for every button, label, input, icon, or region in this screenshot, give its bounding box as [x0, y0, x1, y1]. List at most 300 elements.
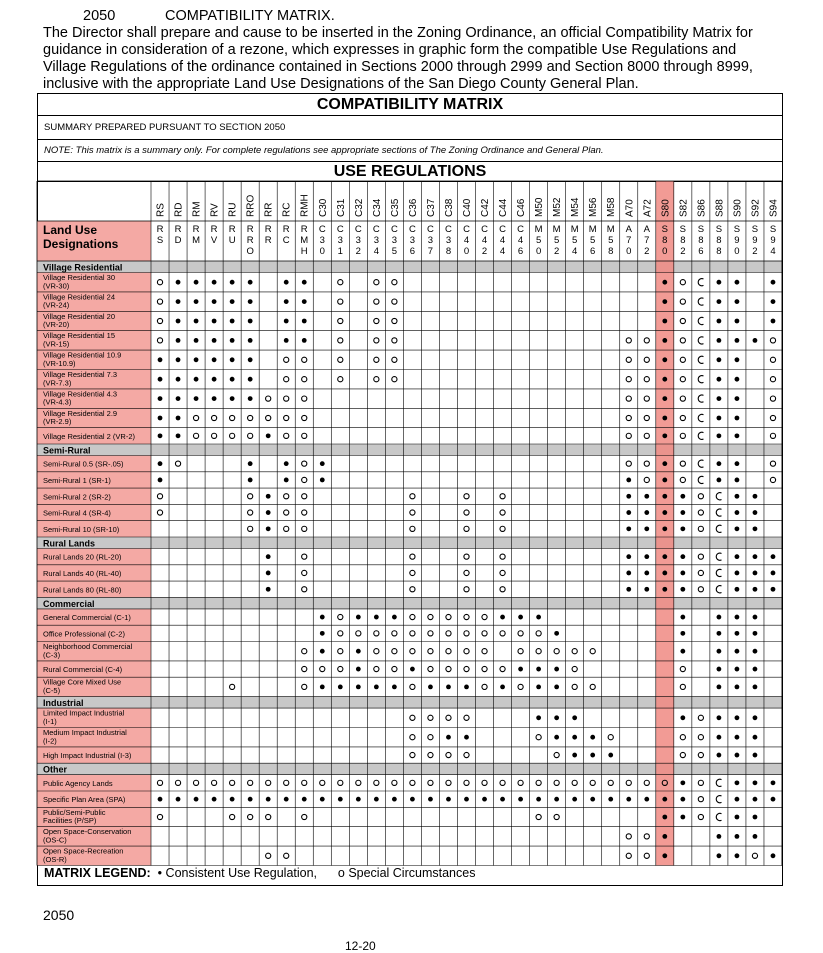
consistent-mark — [572, 735, 577, 740]
consistent-mark — [626, 510, 631, 515]
consistent-mark — [266, 526, 271, 531]
consistent-mark — [176, 319, 181, 324]
row-label: Rural Lands 40 (RL-40) — [43, 568, 122, 578]
special-mark — [428, 614, 433, 619]
column-letter: 2 — [752, 246, 758, 257]
special-mark-partial — [698, 279, 703, 286]
special-mark — [338, 780, 343, 785]
consistent-mark — [572, 797, 577, 802]
column-letter: S — [661, 224, 668, 235]
column-letter: 3 — [337, 235, 343, 246]
special-mark — [410, 526, 415, 531]
special-mark — [338, 318, 343, 323]
special-mark — [338, 338, 343, 343]
special-mark-partial — [716, 779, 721, 786]
special-mark-partial — [698, 460, 703, 467]
consistent-mark — [735, 631, 740, 636]
consistent-mark — [735, 797, 740, 802]
special-mark — [284, 433, 289, 438]
special-mark-partial — [698, 337, 703, 344]
column-letter: 3 — [319, 235, 325, 246]
consistent-mark — [662, 377, 667, 382]
consistent-mark — [248, 357, 253, 362]
consistent-mark — [266, 587, 271, 592]
special-mark — [698, 735, 703, 740]
special-mark — [644, 338, 649, 343]
consistent-mark — [302, 280, 307, 285]
consistent-mark — [230, 377, 235, 382]
special-mark — [446, 780, 451, 785]
special-mark — [302, 526, 307, 531]
column-letter: 4 — [373, 246, 380, 257]
consistent-mark — [680, 649, 685, 654]
special-mark — [680, 684, 685, 689]
consistent-mark — [158, 461, 163, 466]
special-mark — [374, 631, 379, 636]
column-code: C38 — [443, 198, 455, 217]
consistent-mark — [753, 631, 758, 636]
column-letter: 6 — [698, 246, 704, 257]
special-mark-partial — [716, 493, 721, 500]
consistent-mark — [446, 735, 451, 740]
special-mark — [410, 614, 415, 619]
special-mark — [410, 587, 415, 592]
special-mark — [770, 396, 775, 401]
column-letter: A — [625, 224, 632, 235]
special-mark-partial — [698, 432, 703, 439]
special-mark — [770, 357, 775, 362]
consistent-mark — [284, 299, 289, 304]
consistent-mark — [284, 478, 289, 483]
column-letter: C — [354, 224, 362, 235]
special-mark-partial — [716, 796, 721, 803]
special-mark-partial — [716, 569, 721, 576]
consistent-mark — [464, 797, 469, 802]
column-code: M58 — [606, 197, 618, 217]
special-mark — [248, 814, 253, 819]
column-letter: 3 — [373, 235, 380, 246]
consistent-mark — [735, 377, 740, 382]
column-letter: 9 — [770, 235, 776, 246]
consistent-mark — [717, 834, 722, 839]
consistent-mark — [554, 631, 559, 636]
row-label: (I-2) — [43, 736, 57, 746]
consistent-mark — [392, 685, 397, 690]
consistent-mark — [194, 396, 199, 401]
consistent-mark — [518, 797, 523, 802]
special-mark — [410, 780, 415, 785]
special-mark — [392, 280, 397, 285]
special-mark — [392, 666, 397, 671]
consistent-mark — [680, 494, 685, 499]
special-mark-partial — [698, 298, 703, 305]
special-mark — [644, 853, 649, 858]
consistent-mark — [771, 280, 776, 285]
consistent-mark — [753, 685, 758, 690]
consistent-mark — [248, 396, 253, 401]
column-letter: 4 — [572, 246, 578, 257]
consistent-mark — [771, 797, 776, 802]
legend-consistent-text: Consistent Use Regulation, — [165, 866, 318, 880]
consistent-mark — [338, 685, 343, 690]
consistent-mark — [717, 853, 722, 858]
special-mark — [230, 684, 235, 689]
special-mark — [428, 735, 433, 740]
consistent-mark — [662, 319, 667, 324]
special-mark — [338, 377, 343, 382]
special-mark — [770, 461, 775, 466]
consistent-mark — [753, 753, 758, 758]
row-label: (VR-30) — [43, 281, 70, 291]
special-mark — [230, 415, 235, 420]
column-code: RU — [227, 202, 239, 217]
consistent-mark — [680, 815, 685, 820]
consistent-mark — [771, 554, 776, 559]
consistent-mark — [626, 478, 631, 483]
special-mark — [626, 338, 631, 343]
section-label: Commercial — [43, 598, 95, 609]
special-mark — [644, 396, 649, 401]
consistent-mark — [717, 685, 722, 690]
special-mark — [248, 433, 253, 438]
consistent-mark — [680, 631, 685, 636]
row-label: Rural Lands 20 (RL-20) — [43, 552, 122, 562]
special-mark — [374, 649, 379, 654]
special-mark — [482, 631, 487, 636]
special-mark — [464, 752, 469, 757]
consistent-mark — [158, 478, 163, 483]
consistent-mark — [500, 685, 505, 690]
special-mark — [302, 587, 307, 592]
column-letter: 9 — [734, 235, 740, 246]
special-mark — [193, 433, 198, 438]
consistent-mark — [753, 338, 758, 343]
special-mark — [644, 780, 649, 785]
special-mark — [428, 780, 433, 785]
consistent-mark — [717, 667, 722, 672]
special-mark — [266, 853, 271, 858]
legend-consistent-symbol: • — [157, 866, 163, 880]
consistent-mark — [194, 797, 199, 802]
row-label: Medium Impact Industrial — [43, 728, 127, 737]
consistent-mark — [662, 416, 667, 421]
column-letter: 3 — [355, 235, 361, 246]
special-mark — [212, 780, 217, 785]
row-label: Office Professional (C-2) — [43, 629, 125, 639]
special-mark — [464, 631, 469, 636]
row-label: (VR-10.9) — [43, 358, 76, 368]
column-letter: S — [733, 224, 741, 235]
special-mark — [554, 780, 559, 785]
consistent-mark — [680, 797, 685, 802]
special-mark — [464, 780, 469, 785]
legend-special-symbol: o — [337, 866, 345, 880]
special-mark — [446, 752, 451, 757]
consistent-mark — [771, 780, 776, 785]
special-mark — [157, 510, 162, 515]
special-mark-partial — [698, 356, 703, 363]
special-mark — [212, 433, 217, 438]
consistent-mark — [212, 797, 217, 802]
consistent-mark — [248, 280, 253, 285]
special-mark — [626, 461, 631, 466]
special-mark — [338, 614, 343, 619]
column-letter: 1 — [337, 246, 343, 257]
special-mark — [266, 415, 271, 420]
consistent-mark — [717, 357, 722, 362]
consistent-mark — [735, 478, 740, 483]
use-regulations-title: USE REGULATIONS — [38, 162, 782, 182]
consistent-mark — [158, 377, 163, 382]
special-mark — [680, 299, 685, 304]
consistent-mark — [644, 526, 649, 531]
consistent-mark — [302, 338, 307, 343]
special-mark-partial — [716, 586, 721, 593]
consistent-mark — [176, 338, 181, 343]
consistent-mark — [680, 554, 685, 559]
consistent-mark — [284, 338, 289, 343]
special-mark — [248, 780, 253, 785]
column-code: RD — [173, 202, 185, 217]
special-mark — [356, 780, 361, 785]
special-mark — [374, 666, 379, 671]
special-mark — [266, 396, 271, 401]
column-letter: C — [336, 224, 344, 235]
special-mark — [500, 526, 505, 531]
special-mark — [680, 396, 685, 401]
special-mark — [302, 477, 307, 482]
column-letter: C — [408, 224, 416, 235]
special-mark — [410, 735, 415, 740]
consistent-mark — [644, 494, 649, 499]
consistent-mark — [212, 377, 217, 382]
consistent-mark — [230, 338, 235, 343]
special-mark — [500, 631, 505, 636]
special-mark — [193, 780, 198, 785]
row-label: (VR-2.9) — [43, 417, 72, 427]
special-mark — [698, 570, 703, 575]
consistent-mark — [608, 753, 613, 758]
special-mark — [536, 814, 541, 819]
special-mark — [374, 318, 379, 323]
consistent-mark — [735, 510, 740, 515]
section-label: Other — [43, 764, 68, 775]
consistent-mark — [735, 461, 740, 466]
special-mark — [464, 494, 469, 499]
row-label: (VR-15) — [43, 339, 70, 349]
column-letter: S — [769, 224, 777, 235]
consistent-mark — [284, 461, 289, 466]
special-mark — [698, 797, 703, 802]
consistent-mark — [717, 461, 722, 466]
consistent-mark — [572, 753, 577, 758]
special-mark — [284, 357, 289, 362]
consistent-mark — [320, 685, 325, 690]
special-mark — [302, 494, 307, 499]
column-letter: S — [679, 224, 687, 235]
column-code: C36 — [407, 198, 419, 217]
special-mark — [698, 510, 703, 515]
special-mark — [284, 377, 289, 382]
special-mark — [248, 510, 253, 515]
column-letter: M — [192, 235, 201, 246]
consistent-mark — [662, 461, 667, 466]
special-mark — [500, 494, 505, 499]
special-mark — [175, 461, 180, 466]
special-mark — [302, 570, 307, 575]
consistent-mark — [320, 461, 325, 466]
consistent-mark — [735, 834, 740, 839]
special-mark — [266, 814, 271, 819]
special-mark — [157, 280, 162, 285]
consistent-mark — [536, 615, 541, 620]
special-mark — [320, 780, 325, 785]
special-mark — [266, 780, 271, 785]
consistent-mark — [680, 510, 685, 515]
consistent-mark — [248, 797, 253, 802]
special-mark — [698, 814, 703, 819]
special-mark — [392, 338, 397, 343]
row-label: (OS-C) — [43, 835, 67, 845]
column-letter: C — [445, 224, 452, 235]
consistent-mark — [644, 554, 649, 559]
special-mark — [644, 834, 649, 839]
column-code: S86 — [696, 199, 708, 217]
row-label: Village Core Mixed Use — [43, 677, 122, 687]
column-letter: 8 — [716, 235, 722, 246]
consistent-mark — [680, 587, 685, 592]
column-letter: 8 — [662, 235, 668, 246]
special-mark — [464, 526, 469, 531]
row-label: Limited Impact Industrial — [43, 708, 125, 718]
matrix-legend — [44, 866, 475, 880]
consistent-mark — [554, 685, 559, 690]
row-label: Village Residential 20 — [43, 311, 115, 321]
consistent-mark — [717, 299, 722, 304]
consistent-mark — [717, 319, 722, 324]
special-mark — [770, 377, 775, 382]
consistent-mark — [680, 526, 685, 531]
consistent-mark — [662, 853, 667, 858]
consistent-mark — [735, 715, 740, 720]
special-mark — [464, 666, 469, 671]
row-label: Village Residential 2 (VR-2) — [43, 431, 135, 441]
column-letter: C — [463, 224, 470, 235]
special-mark — [698, 752, 703, 757]
special-mark — [644, 377, 649, 382]
column-code: RV — [209, 203, 221, 217]
row-label: Public Agency Lands — [43, 778, 113, 788]
special-mark — [410, 570, 415, 575]
special-mark — [338, 357, 343, 362]
column-letter: 2 — [680, 246, 686, 257]
consistent-mark — [194, 299, 199, 304]
special-mark — [446, 631, 451, 636]
column-code: RC — [281, 202, 293, 217]
column-letter: R — [228, 224, 236, 235]
special-mark — [230, 780, 235, 785]
column-letter: 7 — [626, 235, 632, 246]
consistent-mark — [212, 280, 217, 285]
special-mark — [572, 666, 577, 671]
column-letter: 7 — [644, 235, 650, 246]
consistent-mark — [590, 797, 595, 802]
special-mark — [626, 433, 631, 438]
special-mark — [410, 684, 415, 689]
consistent-mark — [248, 478, 253, 483]
special-mark — [572, 780, 577, 785]
special-mark — [770, 433, 775, 438]
special-mark — [500, 554, 505, 559]
consistent-mark — [266, 510, 271, 515]
section-label: Village Residential — [43, 262, 123, 273]
special-mark — [590, 780, 595, 785]
special-mark — [157, 299, 162, 304]
special-mark-partial — [716, 813, 721, 820]
special-mark — [284, 415, 289, 420]
consistent-mark — [735, 526, 740, 531]
column-letter: 3 — [409, 235, 416, 246]
legend-special-text: Special Circumstances — [348, 866, 476, 880]
special-mark — [500, 570, 505, 575]
consistent-mark — [735, 280, 740, 285]
special-mark — [698, 587, 703, 592]
column-letter: 8 — [608, 246, 614, 257]
special-mark — [157, 780, 162, 785]
special-mark — [500, 510, 505, 515]
consistent-mark — [662, 554, 667, 559]
column-code: M56 — [588, 197, 600, 217]
consistent-mark — [176, 416, 181, 421]
special-mark-partial — [698, 395, 703, 402]
consistent-mark — [717, 416, 722, 421]
special-mark — [554, 814, 559, 819]
special-mark — [302, 396, 307, 401]
special-mark — [338, 299, 343, 304]
consistent-mark — [194, 319, 199, 324]
row-label: Neighborhood Commercial — [43, 642, 133, 651]
consistent-mark — [374, 615, 379, 620]
special-mark — [374, 338, 379, 343]
column-letter: 3 — [445, 235, 452, 246]
special-mark — [680, 752, 685, 757]
consistent-mark — [735, 615, 740, 620]
consistent-mark — [717, 649, 722, 654]
consistent-mark — [392, 615, 397, 620]
special-mark — [626, 377, 631, 382]
special-mark — [626, 834, 631, 839]
column-code: RM — [191, 201, 203, 217]
column-letter: 2 — [553, 246, 560, 257]
column-letter: 4 — [499, 246, 506, 257]
special-mark — [572, 649, 577, 654]
column-letter: R — [264, 235, 272, 246]
consistent-mark — [771, 319, 776, 324]
column-letter: 2 — [355, 246, 361, 257]
consistent-mark — [176, 280, 181, 285]
consistent-mark — [158, 797, 163, 802]
special-mark — [338, 280, 343, 285]
column-letter: 0 — [734, 246, 740, 257]
consistent-mark — [662, 834, 667, 839]
consistent-mark — [753, 780, 758, 785]
column-code: C46 — [516, 198, 528, 217]
consistent-mark — [536, 797, 541, 802]
special-mark — [320, 666, 325, 671]
consistent-mark — [356, 649, 361, 654]
special-mark — [374, 780, 379, 785]
special-mark — [644, 357, 649, 362]
